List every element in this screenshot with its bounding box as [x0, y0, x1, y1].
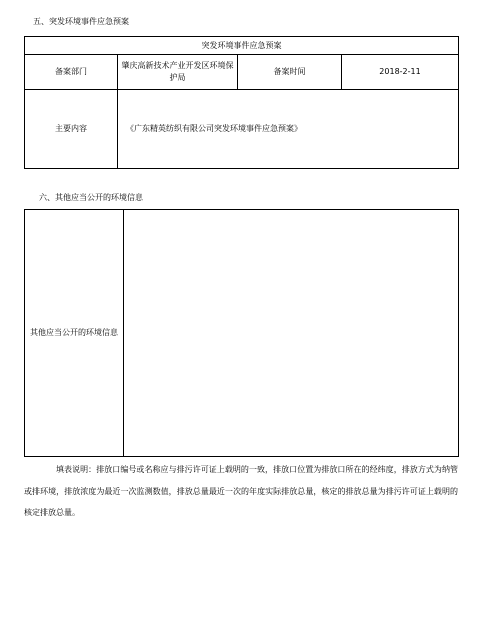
filing-time-value: 2018-2-11	[342, 55, 459, 90]
section5-heading: 五、突发环境事件应急预案	[33, 17, 129, 26]
main-content-label: 主要内容	[25, 90, 118, 169]
filing-time-label: 备案时间	[238, 55, 342, 90]
plan-title-row	[25, 37, 459, 55]
plan-table-title: 突发环境事件应急预案	[25, 37, 459, 55]
other-info-table	[24, 209, 459, 457]
other-info-label: 其他应当公开的环境信息	[25, 210, 124, 457]
plan-meta-row	[25, 55, 459, 90]
filling-instructions: 填表说明：排放口编号或名称应与排污许可证上载明的一致，排放口位置为排放口所在的经纬度，排放方式为纳管或排环境，排放浓度为最近一次监测数值，排放总量最近一次的年度实际排放总量，核定的排放总量为排污许可证上载明的核定排放总量。	[24, 465, 458, 517]
main-content-value: 《广东精英纺织有限公司突发环境事件应急预案》	[118, 90, 459, 169]
emergency-plan-table	[24, 36, 459, 169]
other-info-row	[25, 210, 459, 457]
filing-dept-value: 肇庆高新技术产业开发区环境保护局	[118, 55, 238, 90]
section6-heading: 六、其他应当公开的环境信息	[39, 193, 143, 202]
plan-content-row	[25, 90, 459, 169]
filing-dept-label: 备案部门	[25, 55, 118, 90]
other-info-value	[124, 210, 459, 457]
